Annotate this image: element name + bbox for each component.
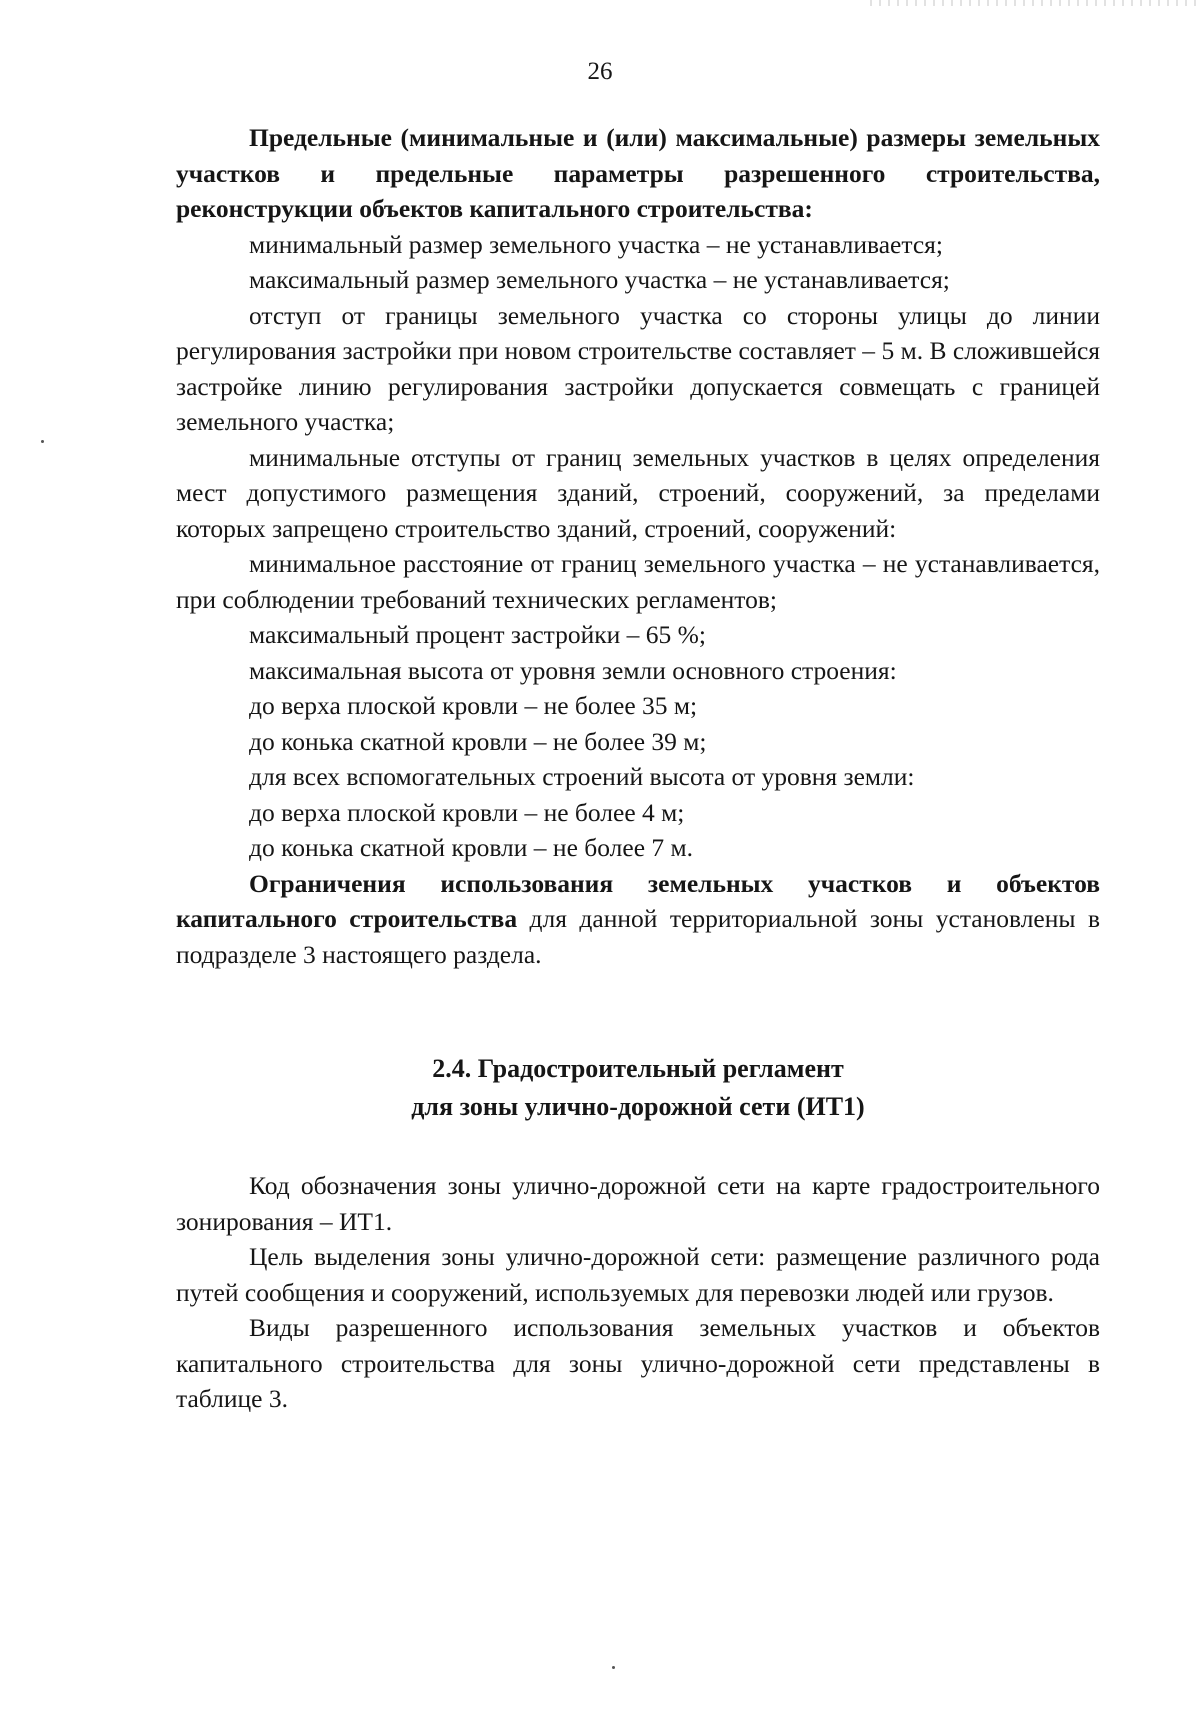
limits-section [176, 120, 1100, 972]
list-item: максимальный процент застройки – 65 %; [249, 620, 706, 649]
limits-intro: Предельные (минимальные и (или) максимальные) размеры земельных участков и предельные параметры разрешенного строительства, реконструкции объектов капитального строительства: [176, 123, 1100, 223]
body-paragraph: Виды разрешенного использования земельных участков и объектов капитального строительства для зоны улично-дорожной сети представлены в таблице 3. [176, 1313, 1100, 1413]
section-heading-line-1: 2.4. Градостроительный регламент [432, 1054, 844, 1083]
list-item: до верха плоской кровли – не более 35 м; [249, 691, 698, 720]
list-item: для всех вспомогательных строений высота от уровня земли: [249, 762, 915, 791]
scan-artifact [870, 0, 1200, 6]
list-item: максимальная высота от уровня земли основного строения: [249, 655, 897, 685]
scan-speck [41, 440, 44, 443]
list-item: минимальное расстояние от границ земельного участка – не устанавливается, при соблюдении требований технических регламентов; [176, 549, 1100, 614]
scan-speck [612, 1666, 615, 1669]
list-item: максимальный размер земельного участка – не устанавливается; [249, 265, 950, 294]
list-item: до верха плоской кровли – не более 4 м; [249, 797, 685, 827]
section-body [176, 1168, 1100, 1417]
body-paragraph: Код обозначения зоны улично-дорожной сети на карте градостроительного зонирования – ИТ1. [176, 1171, 1100, 1236]
list-item: минимальные отступы от границ земельных участков в целях определения мест допустимого размещения зданий, строений, сооружений, за пределами которых запрещено строительство зданий, строений, сооружений: [176, 442, 1100, 543]
restrictions-bold: Ограничения использования земельных участков и объектов капитального строительства [176, 868, 1100, 933]
section-heading-line-2: для зоны улично-дорожной сети (ИТ1) [411, 1092, 865, 1121]
list-item: отступ от границы земельного участка со стороны улицы до линии регулирования застройки при новом строительстве составляет – 5 м. В сложившейся застройке линию регулирования застройки допускается совмещать с границей земельного участка; [176, 300, 1100, 436]
list-item: до конька скатной кровли – не более 7 м. [249, 833, 694, 862]
restrictions-rest: для данной территориальной зоны установлены в подразделе 3 настоящего раздела. [176, 904, 1101, 969]
list-item: до конька скатной кровли – не более 39 м; [249, 726, 707, 756]
section-heading [176, 1050, 1100, 1126]
restrictions-paragraph [176, 866, 1100, 973]
page-number: 26 [587, 58, 613, 85]
list-item: минимальный размер земельного участка – не устанавливается; [249, 229, 943, 259]
body-paragraph: Цель выделения зоны улично-дорожной сети: размещение различного рода путей сообщения и сооружений, используемых для перевозки людей или грузов. [176, 1242, 1100, 1307]
